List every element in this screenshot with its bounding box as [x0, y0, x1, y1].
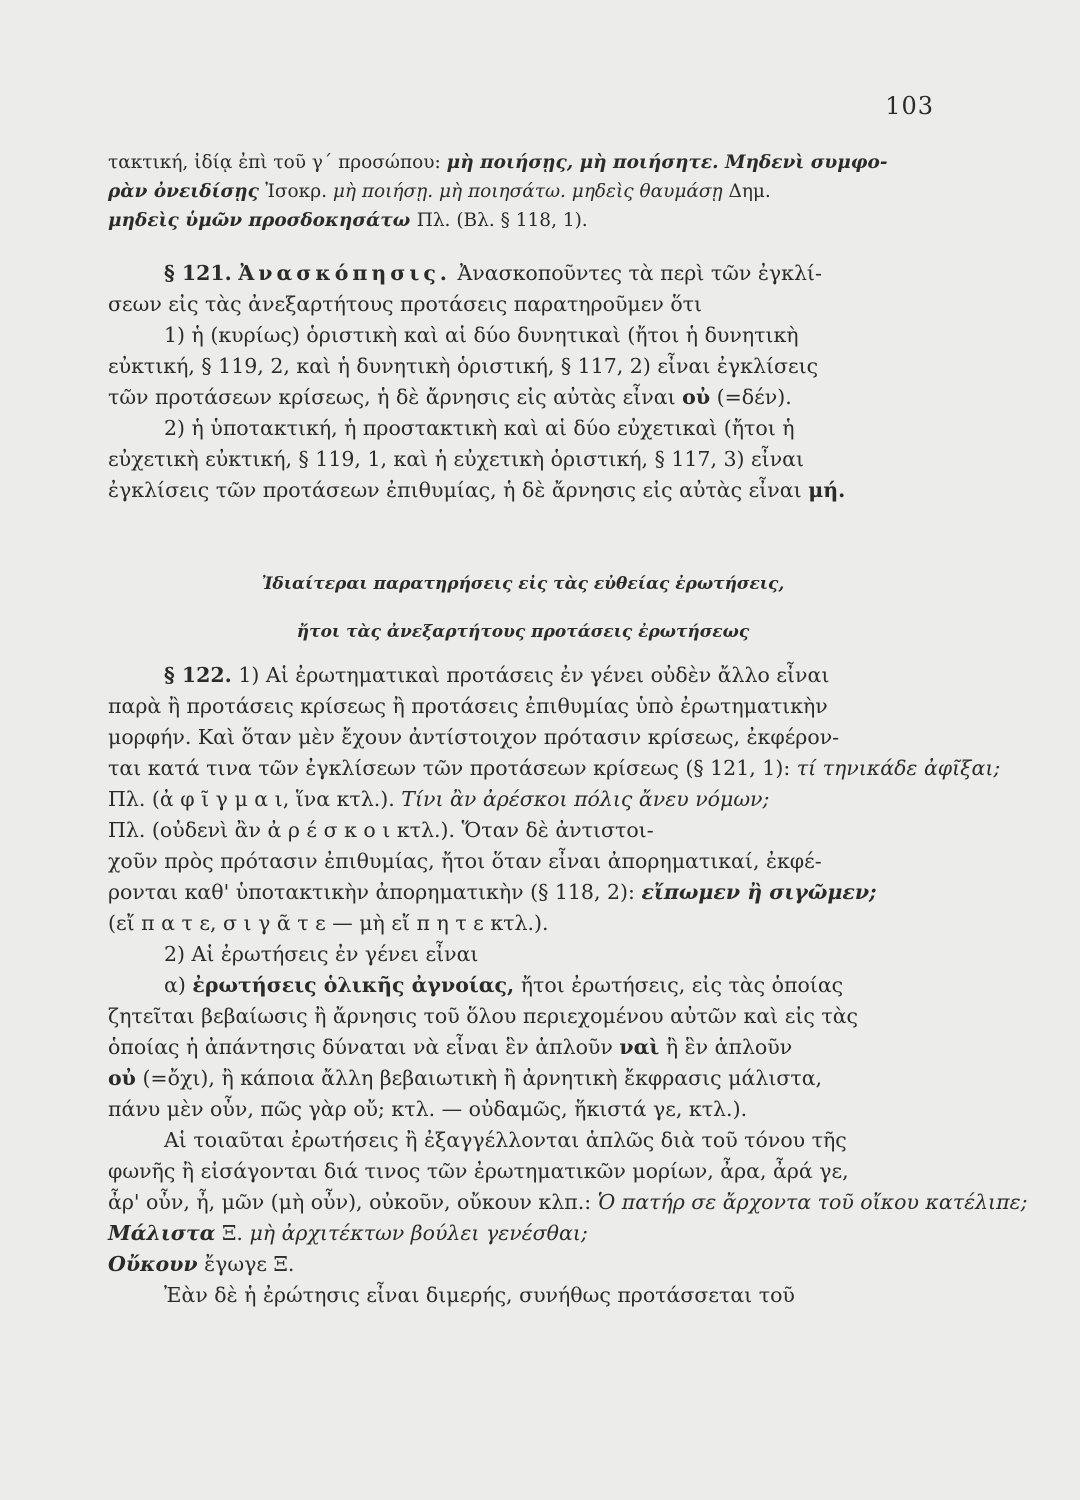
text-line: παρὰ ἢ προτάσεις κρίσεως ἢ προτάσεις ἐπιθυμίας ὑπὸ ἐρωτηματικὴν — [108, 694, 828, 718]
text-line: Πλ. (οὐδενὶ ἂν ἀ ρ έ σ κ ο ι κτλ.). Ὅταν δὲ ἀντιστοι- — [108, 818, 654, 842]
text-line: χοῦν πρὸς πρότασιν ἐπιθυμίας, ἤτοι ὅταν εἶναι ἀπορηματικαί, ἐκφέ- — [108, 849, 822, 873]
text-line: 2) Αἱ ἐρωτήσεις ἐν γένει εἶναι — [164, 942, 479, 966]
text-line: ται κατά τινα τῶν ἐγκλίσεων τῶν προτάσεων κρίσεως (§ 121, 1): τί τηνικάδε ἀφῖξαι; — [108, 756, 1001, 780]
subheading — [108, 560, 938, 656]
text-line: εὐχετικὴ εὐκτική, § 119, 1, καὶ ἡ εὐχετικὴ ὁριστική, § 117, 3) εἶναι — [108, 447, 805, 471]
text-line: μορφήν. Καὶ ὅταν μὲν ἔχουν ἀντίστοιχον πρότασιν κρίσεως, ἐκφέρον- — [108, 725, 840, 749]
text-line: 2) ἡ ὑποτακτική, ἡ προστακτικὴ καὶ αἱ δύο εὐχετικαὶ (ἤτοι ἡ — [164, 416, 795, 440]
section-121 — [108, 258, 938, 506]
text-line: Μάλιστα Ξ. μὴ ἀρχιτέκτων βούλει γενέσθαι; — [108, 1221, 588, 1245]
section-122 — [108, 660, 1028, 1311]
text-line: φωνῆς ἢ εἰσάγονται διά τινος τῶν ἐρωτηματικῶν μορίων, ἆρα, ἆρά γε, — [108, 1159, 849, 1183]
section-title: Ἀνασκόπησις. — [238, 261, 451, 285]
text-line: ζητεῖται βεβαίωσις ἢ ἄρνησις τοῦ ὅλου περιεχομένου αὐτῶν καὶ εἰς τὰς — [108, 1004, 859, 1028]
subheading-line-1: Ἰδιαίτεραι παρατηρήσεις εἰς τὰς εὐθείας ἐρωτήσεις, — [261, 574, 785, 594]
text-line: μηδεὶς ὑμῶν προσδοκησάτω Πλ. (Βλ. § 118, 1). — [108, 210, 588, 231]
text-line: Πλ. (ἀ φ ῖ γ μ α ι, ἵνα κτλ.). Τίνι ἂν ἀρέσκοι πόλις ἄνευ νόμων; — [108, 787, 770, 811]
text-line: § 122. 1) Αἱ ἐρωτηματικαὶ προτάσεις ἐν γένει οὐδὲν ἄλλο εἶναι — [164, 663, 830, 687]
text-line: ρονται καθ' ὑποτακτικὴν ἀπορηματικὴν (§ 118, 2): εἴπωμεν ἢ σιγῶμεν; — [108, 880, 877, 904]
text-line: ὁποίας ἡ ἀπάντησις δύναται νὰ εἶναι ἓν ἁπλοῦν ναὶ ἢ ἓν ἁπλοῦν — [108, 1035, 793, 1059]
text-line: οὐ (=ὄχι), ἢ κάποια ἄλλη βεβαιωτικὴ ἢ ἀρνητικὴ ἔκφρασις μάλιστα, — [108, 1066, 823, 1090]
page-number: 103 — [885, 92, 934, 120]
text-line: πάνυ μὲν οὖν, πῶς γὰρ οὔ; κτλ. — οὐδαμῶς, ἥκιστά γε, κτλ.). — [108, 1097, 748, 1121]
text-line: ρὰν ὀνειδίσῃς Ἰσοκρ. μὴ ποιήσῃ. μὴ ποιησάτω. μηδεὶς θαυμάσῃ Δημ. — [108, 181, 771, 202]
text-line: α) ἐρωτήσεις ὁλικῆς ἀγνοίας, ἤτοι ἐρωτήσεις, εἰς τὰς ὁποίας — [164, 973, 844, 997]
text-line: Αἱ τοιαῦται ἐρωτήσεις ἢ ἐξαγγέλλονται ἁπλῶς διὰ τοῦ τόνου τῆς — [164, 1128, 847, 1152]
text-line: Ἐὰν δὲ ἡ ἐρώτησις εἶναι διμερής, συνήθως προτάσσεται τοῦ — [164, 1283, 795, 1307]
subheading-line-2: ἤτοι τὰς ἀνεξαρτήτους προτάσεις ἐρωτήσεως — [296, 622, 750, 642]
section-number: § 122. — [164, 663, 232, 687]
text-line: Οὔκουν ἔγωγε Ξ. — [108, 1252, 295, 1276]
text-line: τῶν προτάσεων κρίσεως, ἡ δὲ ἄρνησις εἰς αὐτὰς εἶναι οὐ (=δέν). — [108, 385, 792, 409]
text-line: 1) ἡ (κυρίως) ὁριστικὴ καὶ αἱ δύο δυνητικαὶ (ἤτοι ἡ δυνητικὴ — [164, 323, 799, 347]
section-heading-line: § 121. Ἀνασκόπησις. Ἀνασκοποῦντες τὰ περὶ τῶν ἐγκλί- — [164, 261, 822, 285]
continuation-text — [108, 148, 938, 235]
text-line: ἐγκλίσεις τῶν προτάσεων ἐπιθυμίας, ἡ δὲ ἄρνησις εἰς αὐτὰς εἶναι μή. — [108, 478, 846, 502]
section-number: § 121. — [164, 261, 232, 285]
text-line: εὐκτική, § 119, 2, καὶ ἡ δυνητικὴ ὁριστική, § 117, 2) εἶναι ἐγκλίσεις — [108, 354, 819, 378]
text-line: σεων εἰς τὰς ἀνεξαρτήτους προτάσεις παρατηροῦμεν ὅτι — [108, 292, 703, 316]
text-line: τακτική, ἰδίᾳ ἐπὶ τοῦ γ΄ προσώπου: μὴ ποιήσῃς, μὴ ποιήσητε. Μηδενὶ συμφο- — [108, 152, 888, 173]
text-line: (εἴ π α τ ε, σ ι γ ᾶ τ ε — μὴ εἴ π η τ ε κτλ.). — [108, 911, 549, 935]
text-line: ἆρ' οὖν, ἦ, μῶν (μὴ οὖν), οὐκοῦν, οὔκουν κλπ.: Ὁ πατήρ σε ἄρχοντα τοῦ οἴκου κατέλιπε; — [108, 1190, 1028, 1214]
